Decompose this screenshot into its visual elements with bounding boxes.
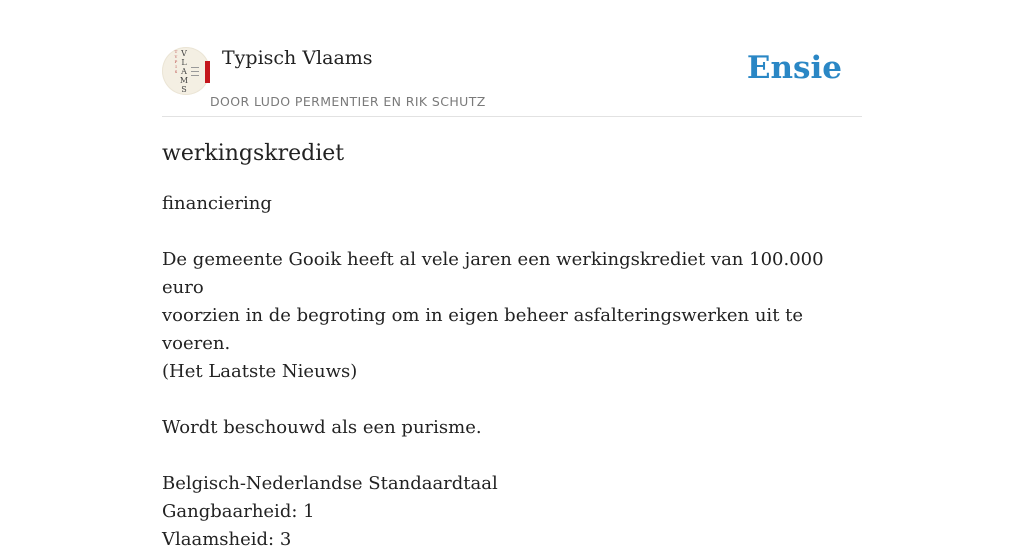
entry-note: Wordt beschouwd als een purisme. [162, 417, 482, 438]
publication-authors: DOOR LUDO PERMENTIER EN RIK SCHUTZ [210, 94, 486, 109]
brand-logo[interactable]: Ensie [746, 50, 842, 86]
avatar-letter: V [181, 49, 187, 58]
entry-content [162, 138, 862, 554]
avatar-red-bar [205, 61, 210, 83]
avatar-side-text: T Y P I S [174, 49, 178, 74]
publication-avatar[interactable] [162, 47, 210, 95]
avatar-letter: M [179, 76, 189, 85]
entry-gangbaarheid: Gangbaarheid: 1 [162, 501, 315, 522]
publication-name[interactable]: Typisch Vlaams [222, 47, 373, 69]
entry-term: werkingskrediet [162, 141, 345, 166]
entry-variant: Belgisch-Nederlandse Standaardtaal [162, 473, 498, 494]
entry-body [162, 190, 862, 554]
entry-vlaamsheid: Vlaamsheid: 3 [162, 529, 292, 550]
entry-category: financiering [162, 193, 272, 214]
avatar-letter: S [181, 85, 187, 94]
example-source: (Het Laatste Nieuws) [162, 361, 358, 382]
avatar-letter: L [181, 58, 187, 67]
avatar-lines [191, 67, 199, 79]
avatar-letters [179, 49, 189, 94]
publication-header [162, 40, 862, 117]
example-line: De gemeente Gooik heeft al vele jaren een werkingskrediet van 100.000 euro [162, 249, 824, 298]
avatar-letter: A [181, 67, 187, 76]
example-line: voorzien in de begroting om in eigen beheer asfalteringswerken uit te voeren. [162, 305, 804, 354]
